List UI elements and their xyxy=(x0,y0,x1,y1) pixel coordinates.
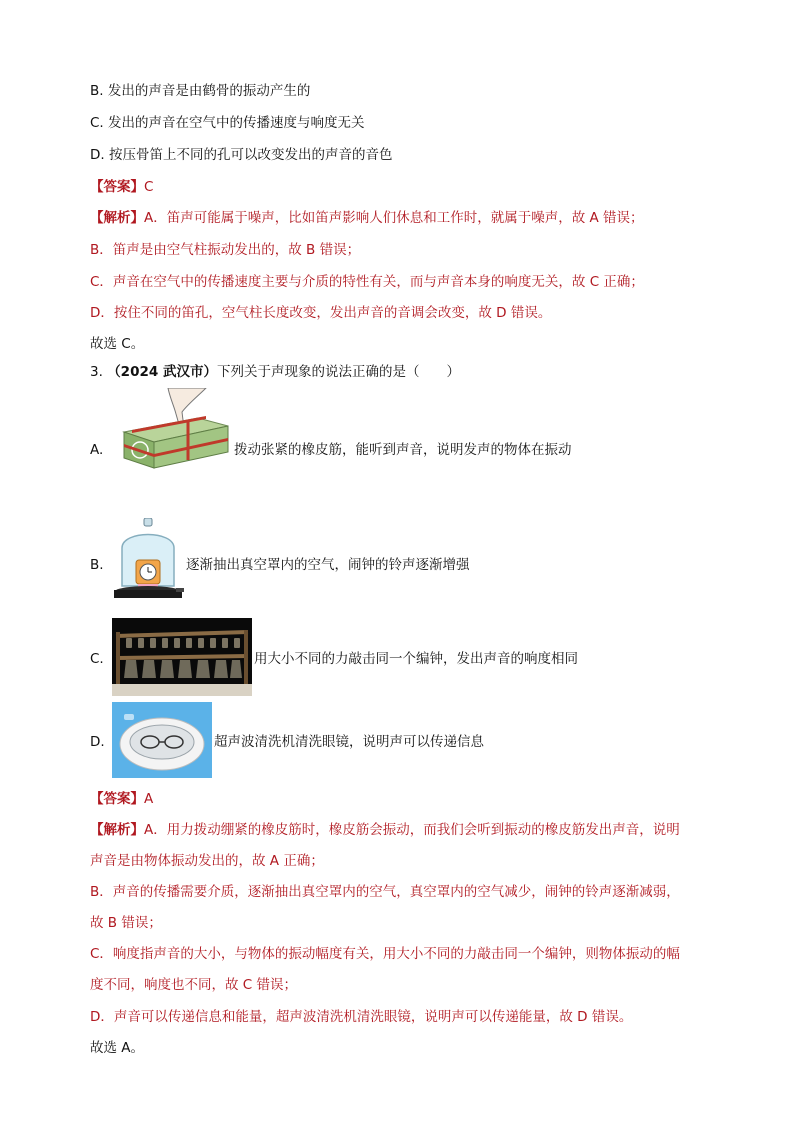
option-a-letter: A. xyxy=(90,442,104,458)
prev-option-d: D. 按压骨笛上不同的孔可以改变发出的声音的音色 xyxy=(90,147,393,163)
ultrasonic-cleaner-image xyxy=(112,702,212,778)
q3-conclusion: 故选 A。 xyxy=(90,1040,145,1056)
chime-bells-image xyxy=(112,618,252,696)
rubber-band-box-image xyxy=(118,388,230,470)
option-b-text: 逐渐抽出真空罩内的空气，闹钟的铃声逐渐增强 xyxy=(186,557,470,573)
bell-jar-clock-image xyxy=(112,518,184,604)
option-b-letter: B. xyxy=(90,557,104,573)
prev-option-c: C. 发出的声音在空气中的传播速度与响度无关 xyxy=(90,115,365,131)
question-source: （2024 武汉市） xyxy=(107,364,217,380)
ultrasonic-cleaner-icon xyxy=(112,702,212,778)
q3-analysis-line-6: 度不同，响度也不同，故 C 错误； xyxy=(90,977,298,993)
answer-label: 【答案】 xyxy=(90,791,144,807)
prev-analysis-line-2: B．笛声是由空气柱振动发出的，故 B 错误； xyxy=(90,242,361,258)
option-d-letter: D. xyxy=(90,734,105,750)
q3-analysis-line-5: C．响度指声音的大小，与物体的振动幅度有关，用大小不同的力敲击同一个编钟，则物体振动的幅 xyxy=(90,946,680,962)
option-c-text: 用大小不同的力敲击同一个编钟，发出声音的响度相同 xyxy=(254,651,578,667)
option-d-text: 超声波清洗机清洗眼镜，说明声可以传递信息 xyxy=(214,734,484,750)
answer-label: 【答案】 xyxy=(90,179,144,195)
prev-analysis-line-3: C．声音在空气中的传播速度主要与介质的特性有关，而与声音本身的响度无关，故 C 正确； xyxy=(90,274,644,290)
answer-value: A xyxy=(144,791,154,807)
question-number: 3. xyxy=(90,364,103,380)
prev-analysis-line-4: D．按住不同的笛孔，空气柱长度改变，发出声音的音调会改变，故 D 错误。 xyxy=(90,305,552,321)
bell-jar-icon xyxy=(112,518,184,604)
prev-answer xyxy=(90,177,153,197)
option-a-text: 拨动张紧的橡皮筋，能听到声音，说明发声的物体在振动 xyxy=(234,442,572,458)
question-3-stem xyxy=(90,362,460,382)
q3-analysis-line-3: B．声音的传播需要介质，逐渐抽出真空罩内的空气，真空罩内的空气减少，闹钟的铃声逐渐减弱， xyxy=(90,884,680,900)
prev-option-b: B. 发出的声音是由鹤骨的振动产生的 xyxy=(90,83,311,99)
analysis-label: 【解析】 xyxy=(90,210,144,226)
prev-conclusion: 故选 C。 xyxy=(90,336,145,352)
q3-answer xyxy=(90,789,153,809)
analysis-label: 【解析】 xyxy=(90,822,144,838)
option-c-letter: C. xyxy=(90,651,104,667)
question-text: 下列关于声现象的说法正确的是（ ） xyxy=(216,364,460,380)
q3-analysis-line-2: 声音是由物体振动发出的，故 A 正确； xyxy=(90,853,324,869)
prev-analysis-line-1: 【解析】A．笛声可能属于噪声，比如笛声影响人们休息和工作时，就属于噪声，故 A 错误； xyxy=(90,210,644,226)
q3-analysis-line-4: 故 B 错误； xyxy=(90,915,162,931)
answer-value: C xyxy=(144,179,154,195)
q3-analysis-line-1: 【解析】A．用力拨动绷紧的橡皮筋时，橡皮筋会振动，而我们会听到振动的橡皮筋发出声音，说明 xyxy=(90,822,680,838)
rubber-band-box-icon xyxy=(118,388,230,470)
q3-analysis-line-7: D．声音可以传递信息和能量，超声波清洗机清洗眼镜，说明声可以传递能量，故 D 错误。 xyxy=(90,1009,633,1025)
chime-bells-icon xyxy=(112,618,252,696)
